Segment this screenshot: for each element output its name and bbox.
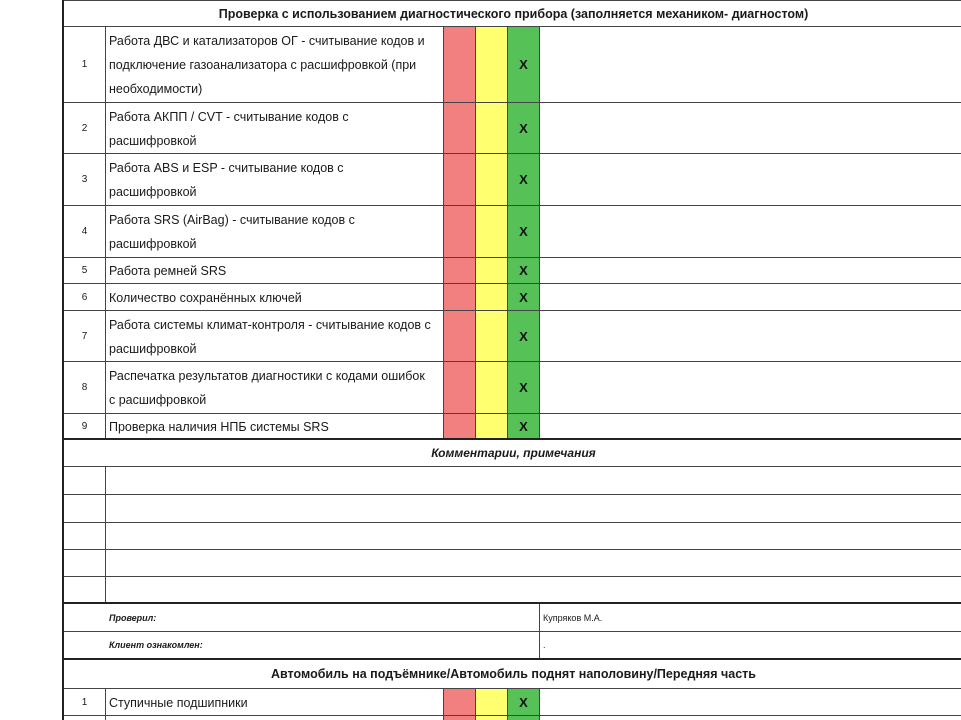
status-yellow-cell[interactable]	[476, 716, 508, 720]
client-acknowledged-value[interactable]: .	[543, 640, 546, 650]
row-number	[64, 716, 106, 720]
comments-header-row	[64, 440, 961, 467]
comment-number-cell	[64, 467, 106, 494]
description-line: Работа ремней SRS	[109, 264, 227, 278]
row-number: 1	[64, 689, 106, 715]
status-green-cell[interactable]: X	[508, 258, 540, 283]
table-row	[64, 27, 961, 103]
table-row	[64, 689, 961, 716]
status-green-cell[interactable]	[508, 716, 540, 720]
row-number: 6	[64, 284, 106, 310]
row-number: 2	[64, 103, 106, 153]
status-red-cell[interactable]	[444, 206, 476, 257]
row-number: 9	[64, 414, 106, 438]
row-number: 7	[64, 311, 106, 361]
table-row	[64, 154, 961, 206]
row-number: 1	[64, 27, 106, 102]
status-green-cell[interactable]: X	[508, 362, 540, 413]
row-description	[106, 27, 444, 102]
comment-line[interactable]	[64, 577, 961, 604]
description-line: Работа АКПП / CVT - считывание кодов с	[109, 109, 349, 124]
status-red-cell[interactable]	[444, 258, 476, 283]
row-description	[106, 362, 444, 413]
status-yellow-cell[interactable]	[476, 103, 508, 153]
status-yellow-cell[interactable]	[476, 27, 508, 102]
row-description	[106, 206, 444, 257]
checked-by-label: Проверил:	[106, 604, 540, 631]
description-line: Работа SRS (AirBag) - считывание кодов с	[109, 213, 355, 227]
description-line: с расшифровкой	[109, 393, 207, 407]
row-number: 4	[64, 206, 106, 257]
inspection-sheet	[62, 0, 961, 720]
comment-line[interactable]	[64, 550, 961, 577]
row-description	[106, 414, 444, 438]
table-row	[64, 362, 961, 414]
comments-header: Комментарии, примечания	[431, 446, 596, 460]
client-acknowledged-row	[64, 632, 961, 660]
lift-section-header: Автомобиль на подъёмнике/Автомобиль поднят наполовину/Передняя часть	[271, 667, 756, 681]
checked-by-value[interactable]: Купряков М.А.	[543, 612, 603, 623]
comment-number-cell	[64, 495, 106, 522]
description-line: Работа системы климат-контроля - считывание кодов с	[109, 317, 431, 332]
status-green-cell[interactable]: X	[508, 154, 540, 205]
status-yellow-cell[interactable]	[476, 414, 508, 438]
description-line: необходимости)	[109, 82, 203, 96]
status-yellow-cell[interactable]	[476, 689, 508, 715]
table-row	[64, 206, 961, 258]
row-description	[106, 716, 444, 720]
status-yellow-cell[interactable]	[476, 362, 508, 413]
status-red-cell[interactable]	[444, 689, 476, 715]
table-row	[64, 414, 961, 440]
status-red-cell[interactable]	[444, 284, 476, 310]
status-yellow-cell[interactable]	[476, 258, 508, 283]
status-green-cell[interactable]: X	[508, 103, 540, 153]
comment-number-cell	[64, 523, 106, 549]
description-line: расшифровкой	[109, 185, 197, 199]
description-line: расшифровкой	[109, 237, 197, 251]
status-green-cell[interactable]: X	[508, 689, 540, 715]
table-row	[64, 103, 961, 154]
status-red-cell[interactable]	[444, 311, 476, 361]
status-green-cell[interactable]: X	[508, 206, 540, 257]
description-line: Ступичные подшипники	[109, 695, 248, 710]
lift-section-header-row	[64, 660, 961, 689]
comment-number-cell	[64, 550, 106, 576]
description-line: Работа ABS и ESP - считывание кодов с	[109, 161, 344, 175]
row-description	[106, 689, 444, 715]
comment-number-cell	[64, 577, 106, 602]
status-yellow-cell[interactable]	[476, 206, 508, 257]
row-number: 8	[64, 362, 106, 413]
table-row	[64, 284, 961, 311]
row-description	[106, 311, 444, 361]
table-row	[64, 311, 961, 362]
status-red-cell[interactable]	[444, 27, 476, 102]
description-line: подключение газоанализатора с расшифровкой (при	[109, 58, 417, 72]
status-green-cell[interactable]: X	[508, 27, 540, 102]
status-red-cell[interactable]	[444, 154, 476, 205]
checked-by-row	[64, 604, 961, 632]
client-acknowledged-label: Клиент ознакомлен:	[106, 632, 540, 658]
status-yellow-cell[interactable]	[476, 311, 508, 361]
diagnostics-header-row	[64, 0, 961, 27]
description-line: Количество сохранённых ключей	[109, 290, 302, 305]
status-red-cell[interactable]	[444, 414, 476, 438]
status-green-cell[interactable]: X	[508, 311, 540, 361]
description-line: расшифровкой	[109, 341, 197, 356]
status-green-cell[interactable]: X	[508, 284, 540, 310]
row-number: 5	[64, 258, 106, 283]
status-red-cell[interactable]	[444, 362, 476, 413]
comment-line[interactable]	[64, 523, 961, 550]
row-description	[106, 154, 444, 205]
row-number: 3	[64, 154, 106, 205]
status-yellow-cell[interactable]	[476, 154, 508, 205]
status-yellow-cell[interactable]	[476, 284, 508, 310]
description-line: расшифровкой	[109, 133, 197, 148]
row-description	[106, 258, 444, 283]
description-line: Работа ДВС и катализаторов ОГ - считывание кодов и	[109, 34, 425, 48]
row-description	[106, 284, 444, 310]
table-row	[64, 258, 961, 284]
description-line: Распечатка результатов диагностики с кодами ошибок	[109, 369, 425, 383]
diagnostics-header: Проверка с использованием диагностического прибора (заполняется механиком- диагностом)	[218, 6, 809, 21]
comment-line[interactable]	[64, 467, 961, 495]
status-red-cell[interactable]	[444, 716, 476, 720]
row-description	[106, 103, 444, 153]
comment-line[interactable]	[64, 495, 961, 523]
status-green-cell[interactable]: X	[508, 414, 540, 438]
description-line: Проверка наличия НПБ системы SRS	[109, 419, 329, 434]
status-red-cell[interactable]	[444, 103, 476, 153]
table-row	[64, 716, 961, 720]
